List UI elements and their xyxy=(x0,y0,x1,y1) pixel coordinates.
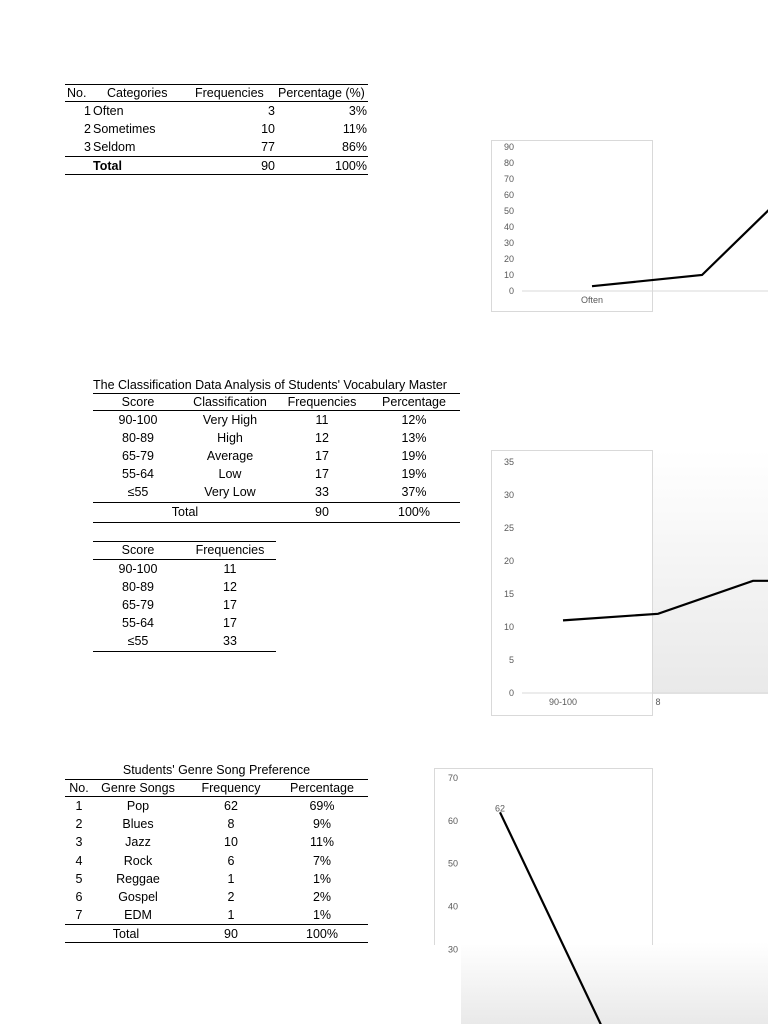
cell-no: 1 xyxy=(75,799,83,813)
cell-classification: Very High xyxy=(202,413,258,427)
cell-no: 3 xyxy=(75,835,83,849)
col-header-score: Score xyxy=(121,543,155,557)
data-label: 62 xyxy=(494,803,506,814)
total-frequency: 90 xyxy=(261,159,275,173)
cell-frequency: 77 xyxy=(261,140,275,154)
table-bottom-rule xyxy=(65,174,368,175)
cell-no: 6 xyxy=(75,890,83,904)
y-tick-label: 50 xyxy=(447,858,458,869)
cell-frequency: 1 xyxy=(227,908,235,922)
series-line xyxy=(592,168,768,286)
y-tick-label: 30 xyxy=(447,944,458,955)
cell-frequency: 11 xyxy=(315,413,329,427)
y-tick-label: 0 xyxy=(508,286,514,296)
total-percentage: 100% xyxy=(398,505,430,519)
y-tick-label: 5 xyxy=(508,655,514,665)
cell-frequency: 1 xyxy=(227,872,235,886)
cell-score: 65-79 xyxy=(122,449,154,463)
cell-no: 2 xyxy=(75,817,83,831)
y-tick-label: 70 xyxy=(503,174,514,184)
cell-score: 90-100 xyxy=(118,413,158,427)
total-frequency: 90 xyxy=(315,505,329,519)
y-tick-label: 40 xyxy=(503,222,514,232)
y-tick-label: 70 xyxy=(447,773,458,783)
table-bottom-rule xyxy=(93,522,460,523)
y-tick-label: 10 xyxy=(503,622,514,632)
cell-frequency: 3 xyxy=(268,104,275,118)
col-header-classification: Classification xyxy=(193,395,267,409)
cell-genre: EDM xyxy=(124,908,152,922)
col-header-frequencies: Frequencies xyxy=(195,86,264,100)
cell-percentage: 86% xyxy=(341,140,367,154)
cell-percentage: 1% xyxy=(312,908,332,922)
table-title: Students' Genre Song Preference xyxy=(122,763,311,777)
cell-category: Sometimes xyxy=(93,122,156,136)
cell-classification: Average xyxy=(206,449,254,463)
cell-frequency: 17 xyxy=(315,449,329,463)
col-header-frequencies: Frequencies xyxy=(195,543,265,557)
y-tick-label: 20 xyxy=(503,254,514,264)
total-percentage: 100% xyxy=(335,159,367,173)
x-tick-label: Often xyxy=(580,295,604,305)
cell-percentage: 11% xyxy=(309,835,335,849)
chart-categories xyxy=(491,140,653,312)
cell-score: 65-79 xyxy=(122,598,154,612)
y-tick-label: 60 xyxy=(447,815,458,826)
cell-percentage: 1% xyxy=(312,872,332,886)
cell-percentage: 2% xyxy=(312,890,332,904)
y-tick-label: 35 xyxy=(503,457,514,467)
cell-percentage: 69% xyxy=(309,799,335,813)
x-tick-label: 90-100 xyxy=(548,697,578,707)
cell-percentage: 9% xyxy=(312,817,332,831)
cell-frequency: 17 xyxy=(223,598,237,612)
cell-frequency: 6 xyxy=(227,854,235,868)
cell-no: 1 xyxy=(84,104,91,118)
cell-genre: Blues xyxy=(122,817,154,831)
chart-genre xyxy=(434,768,653,955)
y-tick-label: 20 xyxy=(503,556,514,566)
cell-frequency: 17 xyxy=(223,616,237,630)
chart-shadow-pane xyxy=(650,450,768,694)
y-tick-label: 40 xyxy=(447,901,458,912)
table-bottom-rule xyxy=(93,651,276,652)
cell-genre: Gospel xyxy=(118,890,158,904)
cell-frequency: 2 xyxy=(227,890,235,904)
col-header-genre: Genre Songs xyxy=(101,781,175,795)
cell-percentage: 7% xyxy=(312,854,332,868)
cell-frequency: 12 xyxy=(223,580,237,594)
total-label: Total xyxy=(171,505,199,519)
col-header-percentage: Percentage xyxy=(382,395,446,409)
y-tick-label: 30 xyxy=(503,238,514,248)
cell-classification: Very Low xyxy=(204,485,256,499)
cell-frequency: 8 xyxy=(227,817,235,831)
cell-no: 7 xyxy=(75,908,83,922)
total-label: Total xyxy=(93,159,122,173)
cell-percentage: 37% xyxy=(401,485,427,499)
cell-percentage: 11% xyxy=(342,122,367,136)
cell-no: 5 xyxy=(75,872,83,886)
y-tick-label: 30 xyxy=(503,490,514,500)
col-header-no: No. xyxy=(67,86,87,100)
cell-frequency: 10 xyxy=(261,122,275,136)
col-header-percentage: Percentage xyxy=(290,781,354,795)
cell-score: 80-89 xyxy=(122,580,154,594)
total-percentage: 100% xyxy=(306,927,338,941)
chart-genre-plot xyxy=(435,769,652,955)
x-tick-label: 8 xyxy=(655,697,661,707)
cell-score: ≤55 xyxy=(127,634,149,648)
cell-frequency: 33 xyxy=(223,634,237,648)
cell-genre: Rock xyxy=(123,854,153,868)
total-frequency: 90 xyxy=(224,927,238,941)
cell-no: 2 xyxy=(84,122,91,136)
y-tick-label: 25 xyxy=(503,523,514,533)
cell-classification: Low xyxy=(218,467,242,481)
cell-percentage: 13% xyxy=(401,431,427,445)
cell-score: 55-64 xyxy=(122,616,154,630)
cell-frequency: 17 xyxy=(315,467,329,481)
cell-no: 4 xyxy=(75,854,83,868)
cell-genre: Pop xyxy=(126,799,150,813)
col-header-categories: Categories xyxy=(107,86,168,100)
cell-percentage: 12% xyxy=(401,413,427,427)
y-tick-label: 10 xyxy=(503,270,514,280)
cell-score: 90-100 xyxy=(118,562,158,576)
cell-percentage: 19% xyxy=(401,449,427,463)
y-tick-label: 0 xyxy=(508,688,514,698)
cell-genre: Jazz xyxy=(125,835,151,849)
cell-category: Often xyxy=(93,104,124,118)
table-title: The Classification Data Analysis of Students' Vocabulary Master xyxy=(93,378,447,392)
cell-frequency: 12 xyxy=(315,431,329,445)
y-tick-label: 15 xyxy=(503,589,514,599)
cell-frequency: 10 xyxy=(224,835,238,849)
cell-category: Seldom xyxy=(93,140,136,154)
chart-categories-plot xyxy=(492,141,652,311)
col-header-frequencies: Frequencies xyxy=(287,395,357,409)
chart-classification xyxy=(491,450,661,716)
chart-shadow-pane xyxy=(461,942,768,1024)
cell-no: 3 xyxy=(84,140,91,154)
col-header-no: No. xyxy=(69,781,89,795)
y-tick-label: 80 xyxy=(503,158,514,168)
total-label: Total xyxy=(112,927,140,941)
table-bottom-rule xyxy=(65,942,368,943)
col-header-score: Score xyxy=(121,395,155,409)
cell-frequency: 11 xyxy=(223,562,237,576)
y-tick-label: 90 xyxy=(503,142,514,152)
cell-score: 80-89 xyxy=(122,431,154,445)
y-tick-label: 50 xyxy=(503,206,514,216)
y-tick-label: 60 xyxy=(503,190,514,200)
chart-classification-plot xyxy=(492,451,661,715)
cell-classification: High xyxy=(217,431,243,445)
col-header-frequency: Frequency xyxy=(201,781,261,795)
cell-score: ≤55 xyxy=(127,485,149,499)
cell-genre: Reggae xyxy=(116,872,160,886)
cell-frequency: 33 xyxy=(315,485,329,499)
cell-percentage: 19% xyxy=(401,467,427,481)
cell-score: 55-64 xyxy=(122,467,154,481)
col-header-percentage: Percentage (%) xyxy=(278,86,365,100)
cell-percentage: 3% xyxy=(348,104,367,118)
cell-frequency: 62 xyxy=(224,799,238,813)
